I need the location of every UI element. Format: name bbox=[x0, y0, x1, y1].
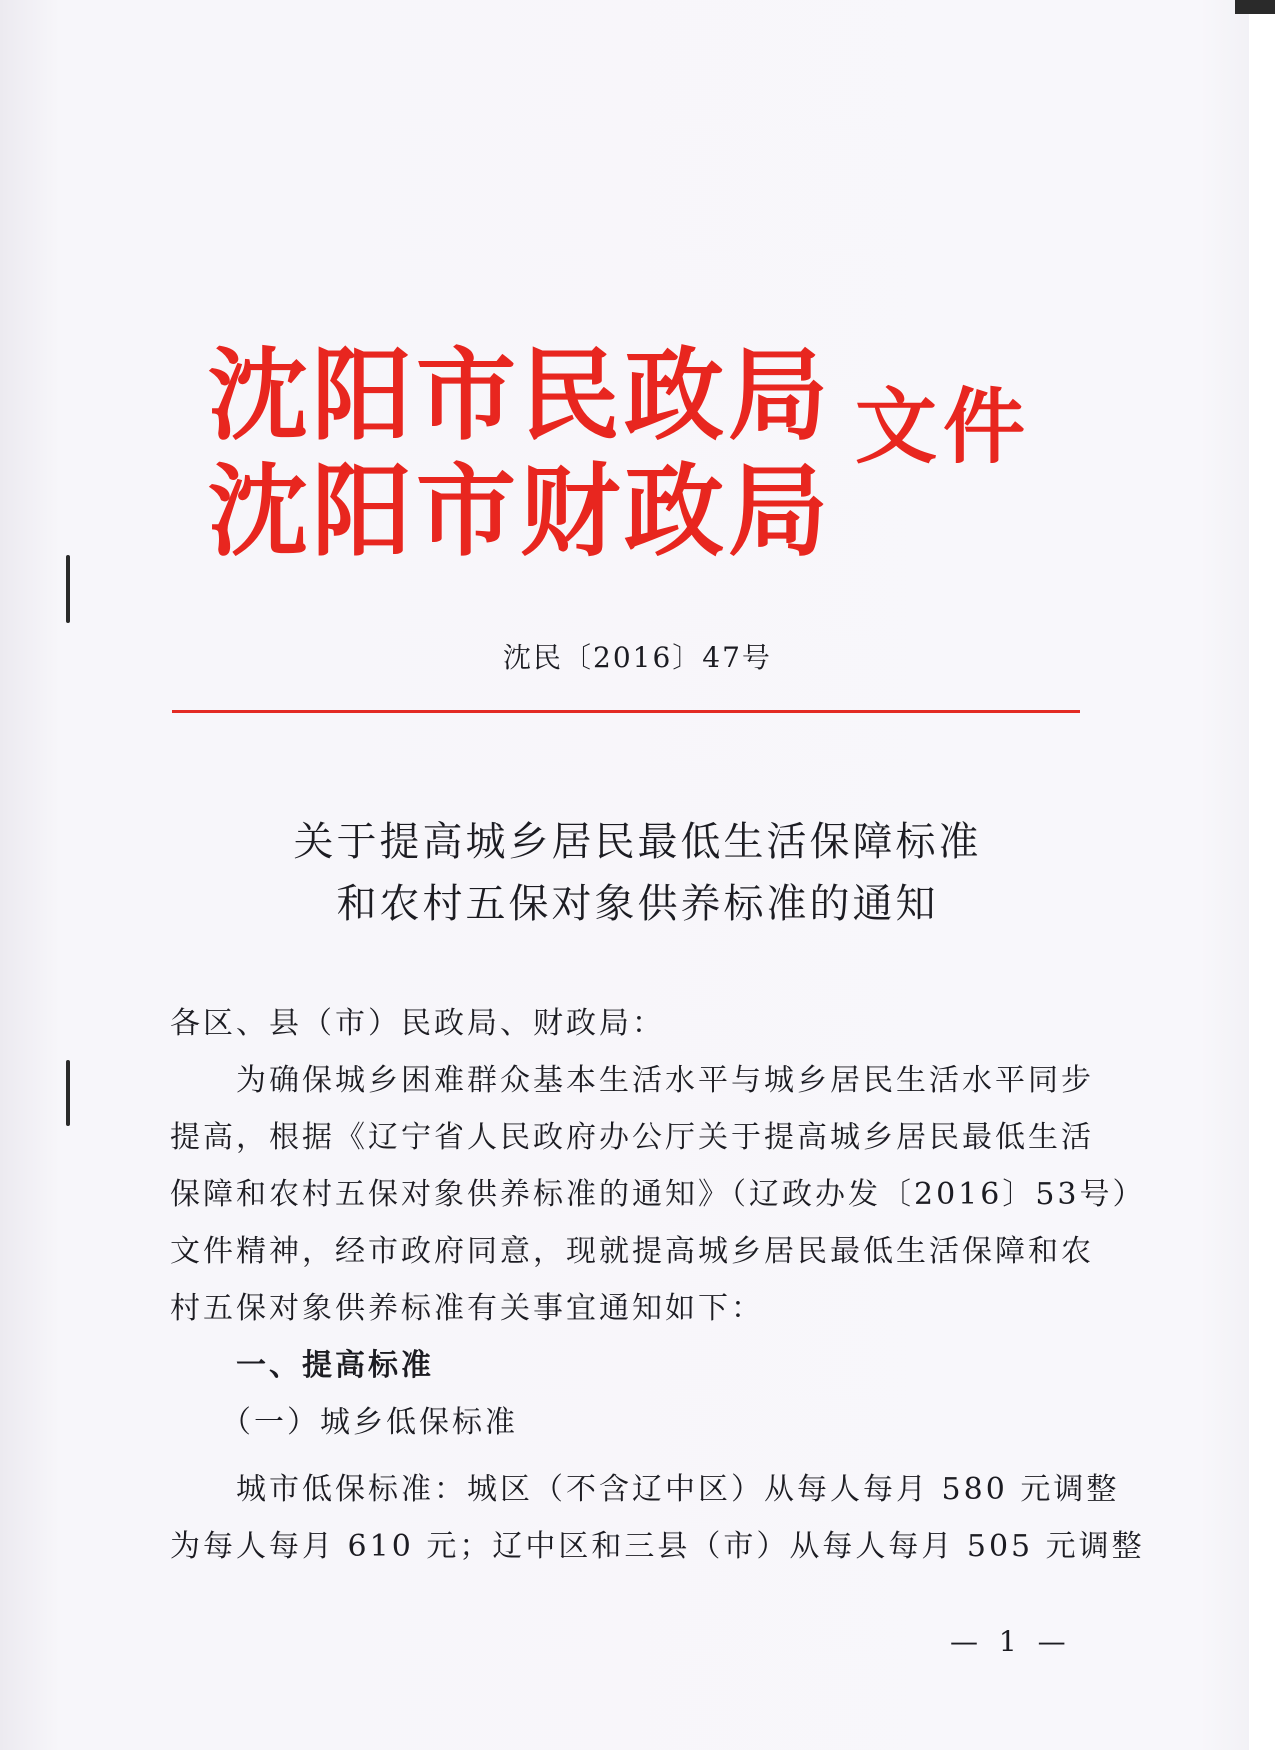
paragraph-line: 村五保对象供养标准有关事宜通知如下： bbox=[170, 1291, 764, 1326]
page-number: — 1 — bbox=[950, 1625, 1072, 1658]
paragraph-line: 为每人每月 610 元；辽中区和三县（市）从每人每月 505 元调整 bbox=[170, 1529, 1145, 1564]
salutation: 各区、县（市）民政局、财政局： bbox=[170, 1006, 665, 1041]
staple-mark-top bbox=[66, 555, 70, 623]
subsection-heading: （一）城乡低保标准 bbox=[170, 1405, 518, 1440]
header-red-rule bbox=[172, 710, 1080, 713]
document-number: 沈民〔2016〕47号 bbox=[503, 641, 772, 674]
scan-corner-mark bbox=[1235, 0, 1275, 14]
paragraph-line: 文件精神，经市政府同意，现就提高城乡居民最低生活保障和农 bbox=[170, 1234, 1094, 1269]
title-line-1: 关于提高城乡居民最低生活保障标准 bbox=[293, 819, 982, 865]
header-org-civil-affairs: 沈阳市民政局 bbox=[208, 337, 832, 454]
staple-mark-bottom bbox=[66, 1060, 70, 1126]
title-line-2: 和农村五保对象供养标准的通知 bbox=[336, 881, 939, 927]
paragraph-line: 城市低保标准：城区（不含辽中区）从每人每月 580 元调整 bbox=[170, 1472, 1120, 1507]
paragraph-line: 为确保城乡困难群众基本生活水平与城乡居民生活水平同步 bbox=[170, 1063, 1094, 1098]
header-org-finance: 沈阳市财政局 bbox=[208, 453, 832, 570]
paragraph-line: 保障和农村五保对象供养标准的通知》（辽政办发〔2016〕53号） bbox=[170, 1177, 1146, 1212]
header-document-suffix: 文件 bbox=[855, 380, 1032, 475]
paragraph-line: 提高，根据《辽宁省人民政府办公厅关于提高城乡居民最低生活 bbox=[170, 1120, 1094, 1155]
section-heading: 一、提高标准 bbox=[170, 1348, 434, 1383]
